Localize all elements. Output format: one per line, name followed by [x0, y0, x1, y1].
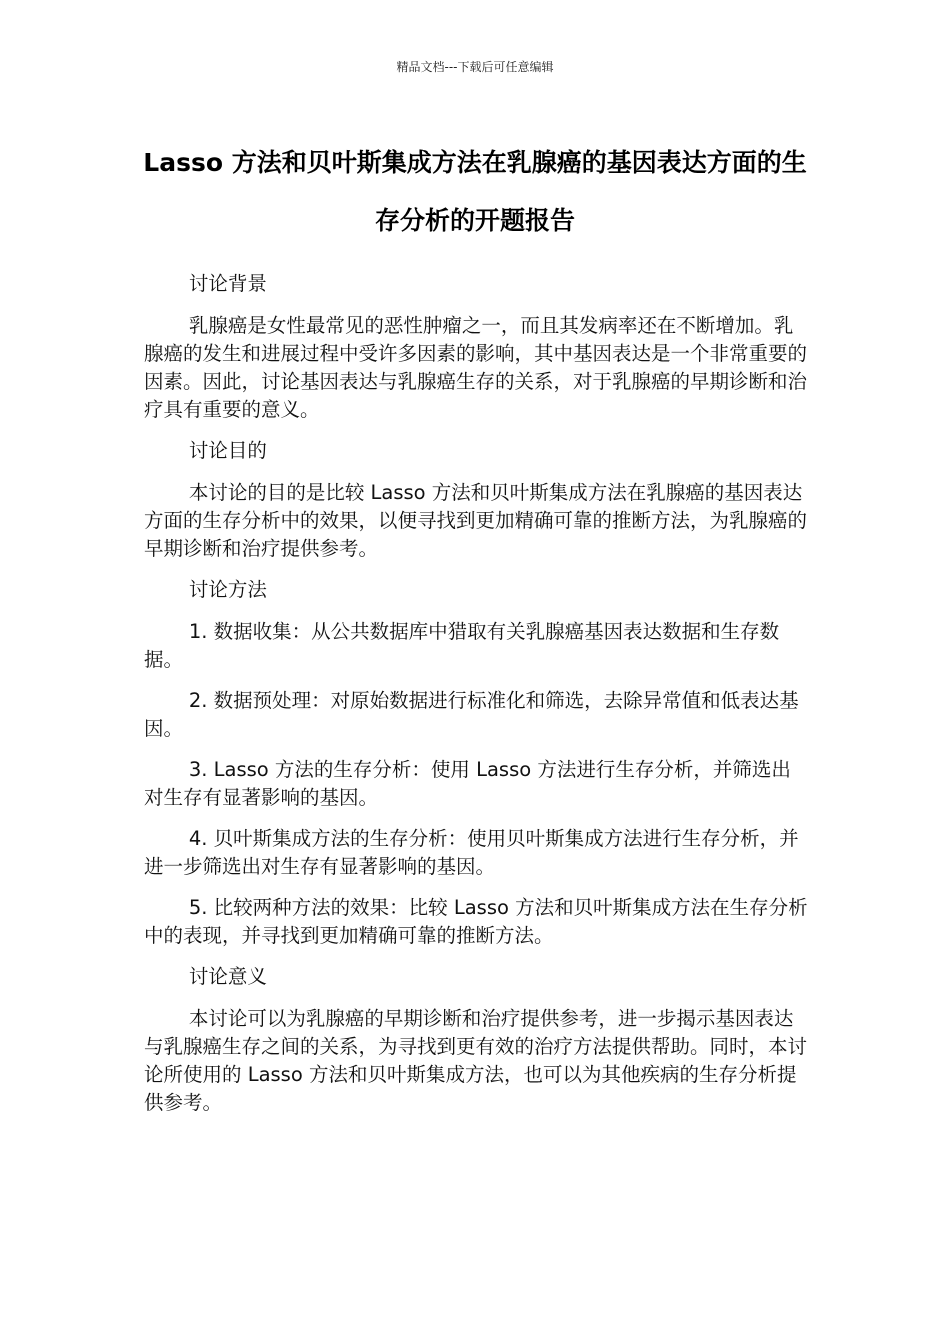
method-item-5: 5. 比较两种方法的效果：比较 Lasso 方法和贝叶斯集成方法在生存分析中的表现，并寻找到更加精确可靠的推断方法。	[144, 896, 808, 947]
document-title: Lasso 方法和贝叶斯集成方法在乳腺癌的基因表达方面的生存分析的开题报告	[143, 148, 807, 235]
paragraph-significance: 本讨论可以为乳腺癌的早期诊断和治疗提供参考，进一步揭示基因表达与乳腺癌生存之间的关系，为寻找到更有效的治疗方法提供帮助。同时，本讨论所使用的 Lasso 方法和贝叶斯集成方法，也可以为其他疾病的生存分析提供参考。	[144, 1007, 808, 1114]
method-item-2: 2. 数据预处理：对原始数据进行标准化和筛选，去除异常值和低表达基因。	[144, 689, 799, 740]
header-note: 精品文档---下载后可任意编辑	[396, 60, 554, 74]
section-heading-background: 讨论背景	[188, 272, 267, 295]
paragraph-purpose: 本讨论的目的是比较 Lasso 方法和贝叶斯集成方法在乳腺癌的基因表达方面的生存分析中的效果，以便寻找到更加精确可靠的推断方法，为乳腺癌的早期诊断和治疗提供参考。	[144, 481, 808, 560]
method-item-1: 1. 数据收集：从公共数据库中猎取有关乳腺癌基因表达数据和生存数据。	[144, 620, 780, 671]
section-heading-methods: 讨论方法	[188, 578, 267, 601]
section-heading-purpose: 讨论目的	[188, 439, 267, 462]
section-heading-significance: 讨论意义	[188, 965, 267, 988]
document-body	[144, 270, 808, 1130]
paragraph-background: 乳腺癌是女性最常见的恶性肿瘤之一，而且其发病率还在不断增加。乳腺癌的发生和进展过程中受许多因素的影响，其中基因表达是一个非常重要的因素。因此，讨论基因表达与乳腺癌生存的关系，对于乳腺癌的早期诊断和治疗具有重要的意义。	[144, 314, 808, 421]
method-item-4: 4. 贝叶斯集成方法的生存分析：使用贝叶斯集成方法进行生存分析，并进一步筛选出对生存有显著影响的基因。	[144, 827, 799, 878]
method-item-3: 3. Lasso 方法的生存分析：使用 Lasso 方法进行生存分析，并筛选出对生存有显著影响的基因。	[144, 758, 791, 809]
